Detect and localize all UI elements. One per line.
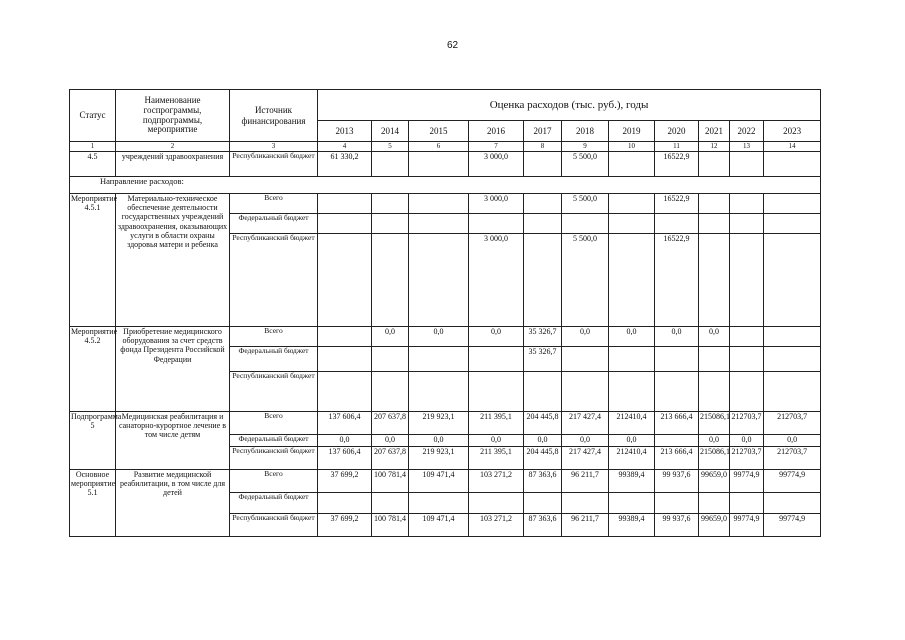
value-cell: 213 666,4 [655, 412, 699, 435]
value-cell [409, 347, 469, 372]
value-cell: 212703,7 [764, 412, 821, 435]
value-cell: 5 500,0 [562, 234, 609, 327]
row-source: Республиканский бюджет [230, 152, 318, 177]
value-cell [372, 152, 409, 177]
value-cell [524, 152, 562, 177]
column-number: 14 [764, 142, 821, 152]
value-cell: 0,0 [562, 327, 609, 347]
value-cell [409, 214, 469, 234]
value-cell: 5 500,0 [562, 194, 609, 214]
expenditure-table [69, 89, 821, 537]
value-cell: 219 923,1 [409, 447, 469, 470]
header-year: 2013 [318, 121, 372, 142]
value-cell [409, 234, 469, 327]
value-cell: 213 666,4 [655, 447, 699, 470]
value-cell [730, 327, 764, 347]
value-cell [609, 214, 655, 234]
value-cell: 96 211,7 [562, 514, 609, 537]
value-cell: 3 000,0 [469, 194, 524, 214]
value-cell: 0,0 [372, 327, 409, 347]
value-cell: 103 271,2 [469, 470, 524, 493]
header-year: 2018 [562, 121, 609, 142]
value-cell [764, 347, 821, 372]
value-cell: 211 395,1 [469, 412, 524, 435]
value-cell: 0,0 [318, 435, 372, 447]
value-cell [409, 194, 469, 214]
value-cell: 0,0 [372, 435, 409, 447]
value-cell [730, 347, 764, 372]
value-cell [318, 327, 372, 347]
value-cell [318, 493, 372, 514]
value-cell [372, 194, 409, 214]
value-cell [655, 347, 699, 372]
value-cell: 0,0 [699, 327, 730, 347]
value-cell [562, 347, 609, 372]
value-cell [699, 493, 730, 514]
value-cell: 207 637,8 [372, 412, 409, 435]
value-cell: 212703,7 [764, 447, 821, 470]
value-cell: 0,0 [655, 327, 699, 347]
row-source: Федеральный бюджет [230, 435, 318, 447]
value-cell: 99 937,6 [655, 514, 699, 537]
value-cell [609, 194, 655, 214]
header-name: Наименование госпрограммы, подпрограммы, мероприятие [116, 90, 230, 142]
block-status: Подпрограмма 5 [70, 412, 116, 470]
row-source: Федеральный бюджет [230, 493, 318, 514]
value-cell [764, 152, 821, 177]
column-number: 7 [469, 142, 524, 152]
value-cell: 211 395,1 [469, 447, 524, 470]
value-cell [764, 372, 821, 412]
value-cell [372, 372, 409, 412]
value-cell: 212410,4 [609, 447, 655, 470]
value-cell [469, 372, 524, 412]
column-number: 10 [609, 142, 655, 152]
value-cell [562, 372, 609, 412]
value-cell: 109 471,4 [409, 470, 469, 493]
header-year: 2017 [524, 121, 562, 142]
value-cell [655, 214, 699, 234]
header-year: 2020 [655, 121, 699, 142]
value-cell: 0,0 [699, 435, 730, 447]
value-cell [524, 493, 562, 514]
value-cell: 215086,1 [699, 447, 730, 470]
value-cell: 35 326,7 [524, 327, 562, 347]
header-source: Источник финансирования [230, 90, 318, 142]
value-cell: 137 606,4 [318, 412, 372, 435]
column-number: 5 [372, 142, 409, 152]
value-cell [409, 372, 469, 412]
value-cell [730, 234, 764, 327]
value-cell: 16522,9 [655, 194, 699, 214]
row-source: Федеральный бюджет [230, 347, 318, 372]
block-name: Медицинская реабилитация и санаторно-курортное лечение в том числе детям [116, 412, 230, 470]
value-cell: 37 699,2 [318, 470, 372, 493]
value-cell [409, 152, 469, 177]
value-cell [655, 435, 699, 447]
block-status: Основное мероприятие 5.1 [70, 470, 116, 537]
value-cell [699, 372, 730, 412]
header-year: 2021 [699, 121, 730, 142]
value-cell: 0,0 [409, 435, 469, 447]
column-number: 2 [116, 142, 230, 152]
value-cell: 100 781,4 [372, 514, 409, 537]
value-cell [730, 372, 764, 412]
value-cell [730, 493, 764, 514]
row-source: Всего [230, 327, 318, 347]
value-cell [764, 234, 821, 327]
row-source: Всего [230, 412, 318, 435]
block-name: Материально-техническое обеспечение деятельности государственных учреждений здравоохранения, оказывающих услуги в области охраны здоровья матери и ребенка [116, 194, 230, 327]
direction-row [70, 177, 821, 194]
value-cell: 109 471,4 [409, 514, 469, 537]
value-cell: 0,0 [609, 435, 655, 447]
value-cell [764, 327, 821, 347]
value-cell: 0,0 [730, 435, 764, 447]
row-source: Республиканский бюджет [230, 372, 318, 412]
value-cell [524, 194, 562, 214]
value-cell: 207 637,8 [372, 447, 409, 470]
value-cell [469, 214, 524, 234]
table-row [70, 327, 821, 347]
value-cell [562, 214, 609, 234]
value-cell [609, 152, 655, 177]
value-cell [372, 347, 409, 372]
value-cell: 215086,1 [699, 412, 730, 435]
value-cell [318, 347, 372, 372]
header-costs: Оценка расходов (тыс. руб.), годы [318, 90, 821, 121]
value-cell: 137 606,4 [318, 447, 372, 470]
block-status: Мероприятие 4.5.1 [70, 194, 116, 327]
value-cell [730, 152, 764, 177]
value-cell [524, 214, 562, 234]
value-cell [699, 347, 730, 372]
value-cell: 103 271,2 [469, 514, 524, 537]
block-name: Приобретение медицинского оборудования за счет средств фонда Президента Российской Федерации [116, 327, 230, 412]
value-cell [372, 493, 409, 514]
value-cell [609, 234, 655, 327]
table-row [70, 470, 821, 493]
row-source: Всего [230, 470, 318, 493]
row-status: 4.5 [70, 152, 116, 177]
value-cell [318, 372, 372, 412]
header-year: 2014 [372, 121, 409, 142]
value-cell: 99659,0 [699, 470, 730, 493]
value-cell: 3 000,0 [469, 234, 524, 327]
value-cell: 96 211,7 [562, 470, 609, 493]
table-row [70, 152, 821, 177]
row-source: Республиканский бюджет [230, 447, 318, 470]
table-row [70, 194, 821, 214]
value-cell: 16522,9 [655, 152, 699, 177]
direction-label: Направление расходов: [70, 177, 821, 194]
value-cell: 35 326,7 [524, 347, 562, 372]
column-numbers-row [70, 142, 821, 152]
value-cell [562, 493, 609, 514]
value-cell: 217 427,4 [562, 412, 609, 435]
header-row-top [70, 90, 821, 121]
value-cell: 5 500,0 [562, 152, 609, 177]
column-number: 12 [699, 142, 730, 152]
value-cell: 87 363,6 [524, 470, 562, 493]
value-cell [372, 234, 409, 327]
value-cell: 16522,9 [655, 234, 699, 327]
value-cell: 204 445,8 [524, 447, 562, 470]
header-year: 2022 [730, 121, 764, 142]
value-cell: 212703,7 [730, 412, 764, 435]
table-body [70, 142, 821, 537]
value-cell: 204 445,8 [524, 412, 562, 435]
value-cell: 0,0 [524, 435, 562, 447]
column-number: 13 [730, 142, 764, 152]
value-cell [409, 493, 469, 514]
value-cell [764, 194, 821, 214]
value-cell: 99659,0 [699, 514, 730, 537]
header-year: 2015 [409, 121, 469, 142]
value-cell [524, 234, 562, 327]
header-year: 2016 [469, 121, 524, 142]
value-cell [609, 493, 655, 514]
value-cell [469, 347, 524, 372]
value-cell: 212703,7 [730, 447, 764, 470]
block-status: Мероприятие 4.5.2 [70, 327, 116, 412]
value-cell: 99389,4 [609, 470, 655, 493]
value-cell [764, 214, 821, 234]
value-cell: 212410,4 [609, 412, 655, 435]
value-cell [655, 372, 699, 412]
value-cell: 0,0 [469, 327, 524, 347]
value-cell: 99389,4 [609, 514, 655, 537]
value-cell: 0,0 [609, 327, 655, 347]
column-number: 4 [318, 142, 372, 152]
value-cell: 99 937,6 [655, 470, 699, 493]
value-cell [699, 234, 730, 327]
row-source: Всего [230, 194, 318, 214]
column-number: 6 [409, 142, 469, 152]
value-cell: 0,0 [469, 435, 524, 447]
value-cell [609, 372, 655, 412]
value-cell: 0,0 [562, 435, 609, 447]
value-cell [318, 214, 372, 234]
header-year: 2019 [609, 121, 655, 142]
value-cell: 87 363,6 [524, 514, 562, 537]
value-cell [372, 214, 409, 234]
value-cell [730, 214, 764, 234]
value-cell: 0,0 [764, 435, 821, 447]
header-year: 2023 [764, 121, 821, 142]
value-cell [469, 493, 524, 514]
row-source: Республиканский бюджет [230, 514, 318, 537]
column-number: 1 [70, 142, 116, 152]
value-cell: 219 923,1 [409, 412, 469, 435]
row-source: Федеральный бюджет [230, 214, 318, 234]
value-cell [609, 347, 655, 372]
value-cell [699, 152, 730, 177]
value-cell: 99774,9 [764, 514, 821, 537]
value-cell: 99774,9 [730, 514, 764, 537]
row-name: учреждений здравоохранения [116, 152, 230, 177]
page-number: 62 [446, 40, 459, 51]
block-name: Развитие медицинской реабилитации, в том числе для детей [116, 470, 230, 537]
value-cell: 61 330,2 [318, 152, 372, 177]
value-cell: 0,0 [409, 327, 469, 347]
column-number: 8 [524, 142, 562, 152]
value-cell [318, 194, 372, 214]
value-cell [318, 234, 372, 327]
value-cell: 100 781,4 [372, 470, 409, 493]
value-cell: 3 000,0 [469, 152, 524, 177]
value-cell [655, 493, 699, 514]
value-cell: 217 427,4 [562, 447, 609, 470]
value-cell: 37 699,2 [318, 514, 372, 537]
row-source: Республиканский бюджет [230, 234, 318, 327]
column-number: 3 [230, 142, 318, 152]
value-cell: 99774,9 [730, 470, 764, 493]
value-cell [764, 493, 821, 514]
value-cell [699, 194, 730, 214]
value-cell: 99774,9 [764, 470, 821, 493]
value-cell [730, 194, 764, 214]
table-row [70, 412, 821, 435]
value-cell [524, 372, 562, 412]
column-number: 9 [562, 142, 609, 152]
column-number: 11 [655, 142, 699, 152]
header-status: Статус [70, 90, 116, 142]
value-cell [699, 214, 730, 234]
